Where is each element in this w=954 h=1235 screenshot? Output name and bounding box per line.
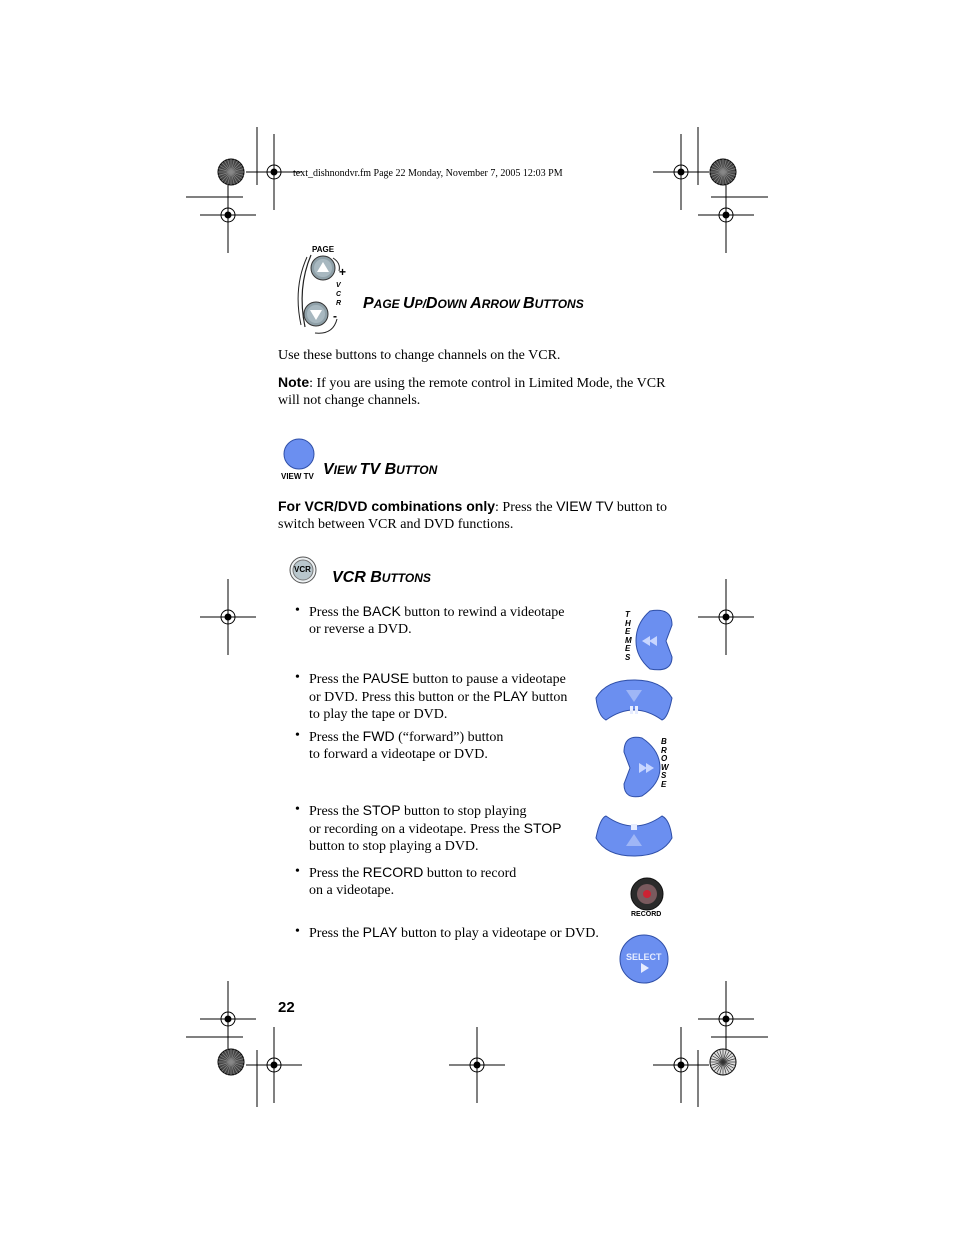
select-play-button-graphic <box>618 932 672 986</box>
heading-word: VCR <box>332 569 371 586</box>
vcr-icon-label: VCR <box>294 565 311 574</box>
bullet-text-post: (“forward”) button <box>394 730 504 745</box>
plus-label: + <box>339 265 347 279</box>
bullet-mark: • <box>295 864 300 879</box>
select-label: SELECT <box>626 952 662 962</box>
fwd-keyword: FWD <box>362 728 395 744</box>
heading-rest: UTTON <box>396 463 438 477</box>
browse-label: BROWSE <box>661 737 669 789</box>
minus-label: - <box>333 309 337 323</box>
stop-keyword: STOP <box>523 820 562 836</box>
bullet-text-post: button to record <box>423 866 517 881</box>
bullet-back <box>309 603 564 638</box>
record-icon <box>626 876 670 912</box>
bullet-text-line2: or DVD. Press this button or the <box>309 690 494 705</box>
bullet-stop <box>309 802 561 855</box>
note-text: : If you are using the remote control in Limited Mode, the VCR will not change channels. <box>278 376 666 408</box>
vcr-dvd-lead: For VCR/DVD combinations only <box>278 498 496 514</box>
view-tv-button-graphic <box>280 438 320 472</box>
heading-cap: V <box>323 461 334 478</box>
view-tv-heading <box>323 461 437 479</box>
page-buttons-graphic <box>293 243 353 335</box>
vcr-buttons-heading <box>332 569 431 587</box>
bullet-text-pre: Press the <box>309 866 363 881</box>
heading-rest: IEW <box>333 463 360 477</box>
bullet-text-line2: on a videotape. <box>309 883 395 898</box>
sunburst-target-mark <box>218 159 244 185</box>
page-up-down-icon <box>293 243 353 335</box>
bullet-pause <box>309 670 567 723</box>
bullet-text-pre: Press the <box>309 730 363 745</box>
bullet-record <box>309 864 516 899</box>
crosshair-mark <box>698 177 754 253</box>
bullet-play <box>309 924 599 942</box>
heading-cap: B <box>370 569 382 586</box>
page-arrow-buttons-heading <box>363 295 584 313</box>
note-label: Note <box>278 374 310 390</box>
view-tv-text2: button to switch between VCR and DVD functions. <box>278 500 668 532</box>
bullet-text-post: button to stop playing <box>400 804 527 819</box>
back-button-graphic <box>620 607 676 673</box>
view-tv-text1: : Press the <box>495 500 557 515</box>
heading-cap: D <box>425 295 438 312</box>
heading-rest: AGE <box>373 297 404 311</box>
record-keyword: RECORD <box>362 864 424 880</box>
heading-rest: RROW <box>481 297 524 311</box>
bullet-fwd <box>309 728 503 763</box>
record-icon-label: RECORD <box>631 911 662 918</box>
heading-cap: U <box>403 295 415 312</box>
page-icon-label: PAGE <box>312 245 335 254</box>
sunburst-target-mark <box>218 1049 244 1075</box>
heading-rest: UTTONS <box>381 571 431 585</box>
view-tv-description <box>278 498 678 533</box>
themes-label: THEMES <box>625 610 632 662</box>
bullet-text-line2: to forward a videotape or DVD. <box>309 747 488 762</box>
crosshair-mark <box>698 981 754 1057</box>
heading-rest: UTTONS <box>534 297 584 311</box>
crosshair-mark <box>653 1027 709 1103</box>
bullet-text-line2: or reverse a DVD. <box>309 622 412 637</box>
vcr-icon <box>288 556 318 586</box>
heading-cap: A <box>470 295 482 312</box>
crosshair-mark <box>200 177 256 253</box>
crosshair-mark <box>698 579 754 655</box>
vcr-vertical-label: VCR <box>336 282 342 307</box>
crosshair-mark <box>246 1027 302 1103</box>
bullet-text-post: button to pause a videotape <box>409 672 566 687</box>
sunburst-target-mark <box>710 1049 736 1075</box>
crosshair-mark <box>200 579 256 655</box>
pause-keyword: PAUSE <box>362 670 410 686</box>
page-buttons-note <box>278 374 678 409</box>
heading-word: TV <box>359 461 385 478</box>
bullet-text-pre: Press the <box>309 672 363 687</box>
sunburst-target-mark <box>710 159 736 185</box>
heading-cap: P <box>363 295 374 312</box>
bullet-text-line2: button <box>528 690 568 705</box>
bullet-mark: • <box>295 728 300 743</box>
crosshair-mark <box>653 134 709 210</box>
crosshair-mark <box>449 1027 505 1103</box>
heading-rest: P/ <box>414 297 426 311</box>
bullet-text-pre: Press the <box>309 605 363 620</box>
heading-cap: B <box>523 295 535 312</box>
bullet-text-pre: Press the <box>309 804 363 819</box>
record-button-graphic <box>626 876 670 922</box>
bullet-text-line3: button to stop playing a DVD. <box>309 839 479 854</box>
bullet-text-line2: or recording on a videotape. Press the <box>309 822 524 837</box>
bullet-text-line3: to play the tape or DVD. <box>309 707 448 722</box>
stop-button-graphic <box>592 814 676 860</box>
file-info-header: text_dishnondvr.fm Page 22 Monday, November 7, 2005 12:03 PM <box>293 168 563 179</box>
view-tv-icon <box>280 438 320 482</box>
play-keyword: PLAY <box>362 924 398 940</box>
crosshair-mark <box>200 981 256 1057</box>
bullet-text-post: button to play a videotape or DVD. <box>397 926 599 941</box>
stop-keyword: STOP <box>362 802 401 818</box>
fwd-button-graphic <box>620 734 676 800</box>
bullet-text-pre: Press the <box>309 926 363 941</box>
view-tv-keyword: VIEW TV <box>556 498 614 514</box>
stop-icon <box>592 814 676 860</box>
heading-cap: B <box>384 461 397 478</box>
back-keyword: BACK <box>362 603 401 619</box>
heading-rest: OWN <box>437 297 471 311</box>
bullet-text-post: button to rewind a videotape <box>400 605 565 620</box>
bullet-mark: • <box>295 603 300 618</box>
bullet-mark: • <box>295 670 300 685</box>
bullet-mark: • <box>295 924 300 939</box>
view-tv-icon-label: VIEW TV <box>281 472 314 481</box>
page-number: 22 <box>278 999 295 1016</box>
pause-button-graphic <box>592 676 676 722</box>
pause-icon <box>592 676 676 722</box>
page-buttons-description: Use these buttons to change channels on the VCR. <box>278 348 561 363</box>
bullet-mark: • <box>295 802 300 817</box>
play-keyword: PLAY <box>493 688 529 704</box>
